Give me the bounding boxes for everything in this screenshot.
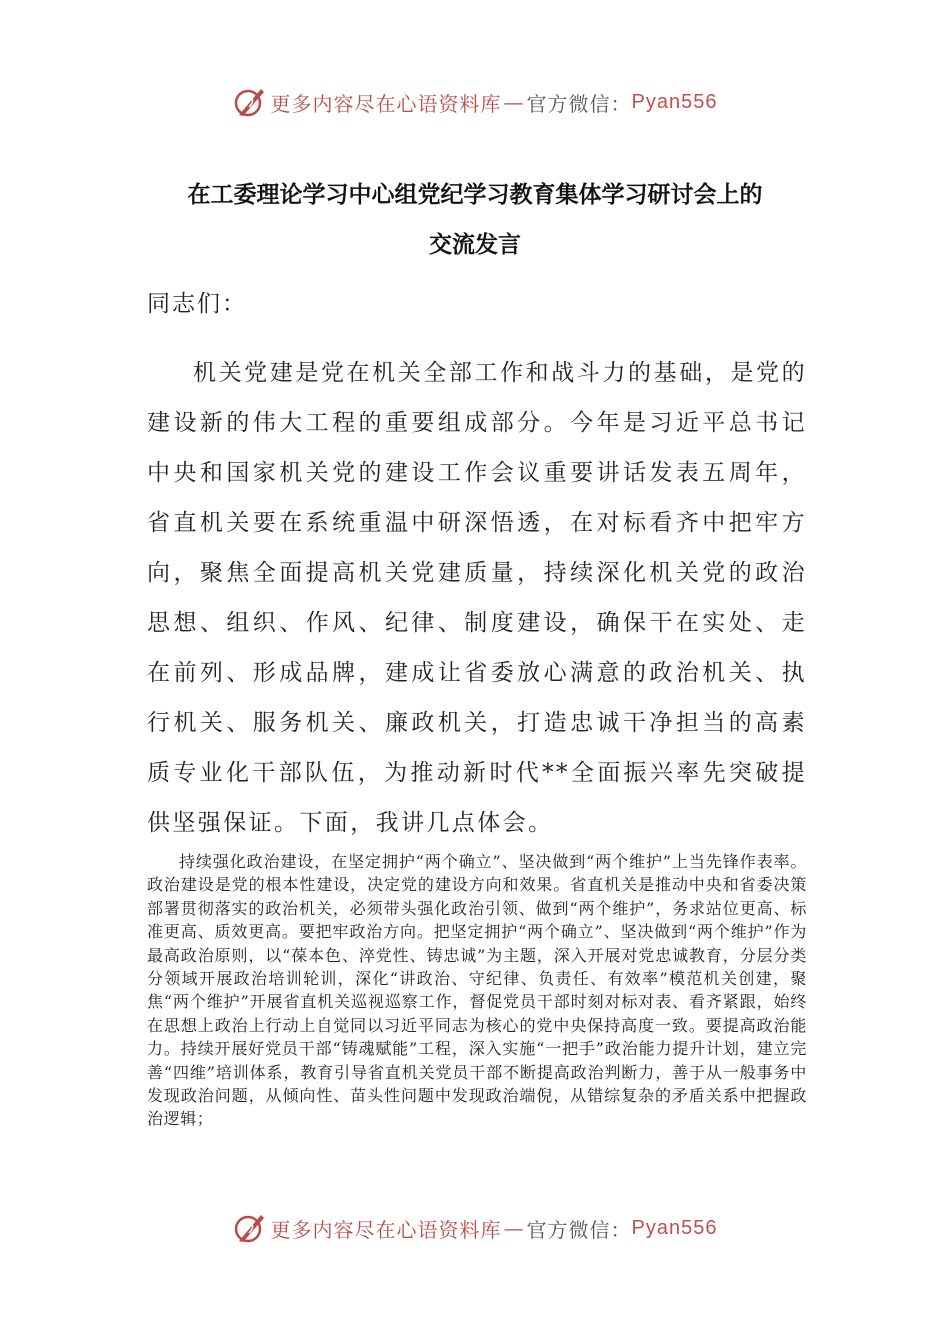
banner-separator: —	[503, 90, 525, 114]
banner-main-text: 更多内容尽在心语资料库	[270, 91, 502, 116]
title-line-2: 交流发言	[429, 232, 521, 258]
header-banner	[0, 82, 950, 122]
document-title	[120, 170, 830, 270]
banner-main-text: 更多内容尽在心语资料库	[270, 1217, 502, 1242]
banner-separator: —	[503, 1216, 525, 1240]
pen-logo-icon	[233, 85, 267, 119]
salutation: 同志们：	[147, 291, 247, 317]
banner-wechat-id: Pyan556	[631, 1216, 718, 1239]
banner-wechat-id: Pyan556	[631, 90, 718, 113]
banner-wechat-label: 官方微信：	[526, 91, 632, 116]
paragraph-political-building: 持续强化政治建设，在坚定拥护“两个确立”、坚决做到“两个维护”上当先锋作表率。政治建设是党的根本性建设，决定党的建设方向和效果。省直机关是推动中央和省委决策部署贯彻落实的政治机关，必须带头强化政治引领、做到“两个维护”，务求站位更高、标准更高、质效更高。要把牢政治方向。把坚定拥护“两个确立”、坚决做到“两个维护”作为最高政治原则，以“葆本色、淬党性、铸忠诚”为主题，深入开展对党忠诚教育，分层分类分领域开展政治培训轮训，深化“讲政治、守纪律、负责任、有效率”模范机关创建，聚焦“两个维护”开展省直机关巡视巡察工作，督促党员干部时刻对标对表、看齐紧跟，始终在思想上政治上行动上自觉同以习近平同志为核心的党中央保持高度一致。要提高政治能力。持续开展好党员干部“铸魂赋能”工程，深入实施“一把手”政治能力提升计划，建立完善“四维”培训体系，教育引导省直机关党员干部不断提高政治判断力，善于从一般事务中发现政治问题，从倾向性、苗头性问题中发现政治端倪，从错综复杂的矛盾关系中把握政治逻辑；	[147, 852, 807, 1129]
banner-wechat-label: 官方微信：	[526, 1217, 632, 1242]
pen-logo-icon	[233, 1211, 267, 1245]
paragraph-intro: 机关党建是党在机关全部工作和战斗力的基础，是党的建设新的伟大工程的重要组成部分。今年是习近平总书记中央和国家机关党的建设工作会议重要讲话发表五周年，省直机关要在系统重温中研深悟透，在对标看齐中把牢方向，聚焦全面提高机关党建质量，持续深化机关党的政治思想、组织、作风、纪律、制度建设，确保干在实处、走在前列、形成品牌，建成让省委放心满意的政治机关、执行机关、服务机关、廉政机关，打造忠诚干净担当的高素质专业化干部队伍，为推动新时代**全面振兴率先突破提供坚强保证。下面，我讲几点体会。	[147, 360, 807, 836]
footer-banner	[0, 1208, 950, 1248]
title-line-1: 在工委理论学习中心组党纪学习教育集体学习研讨会上的	[187, 182, 763, 208]
